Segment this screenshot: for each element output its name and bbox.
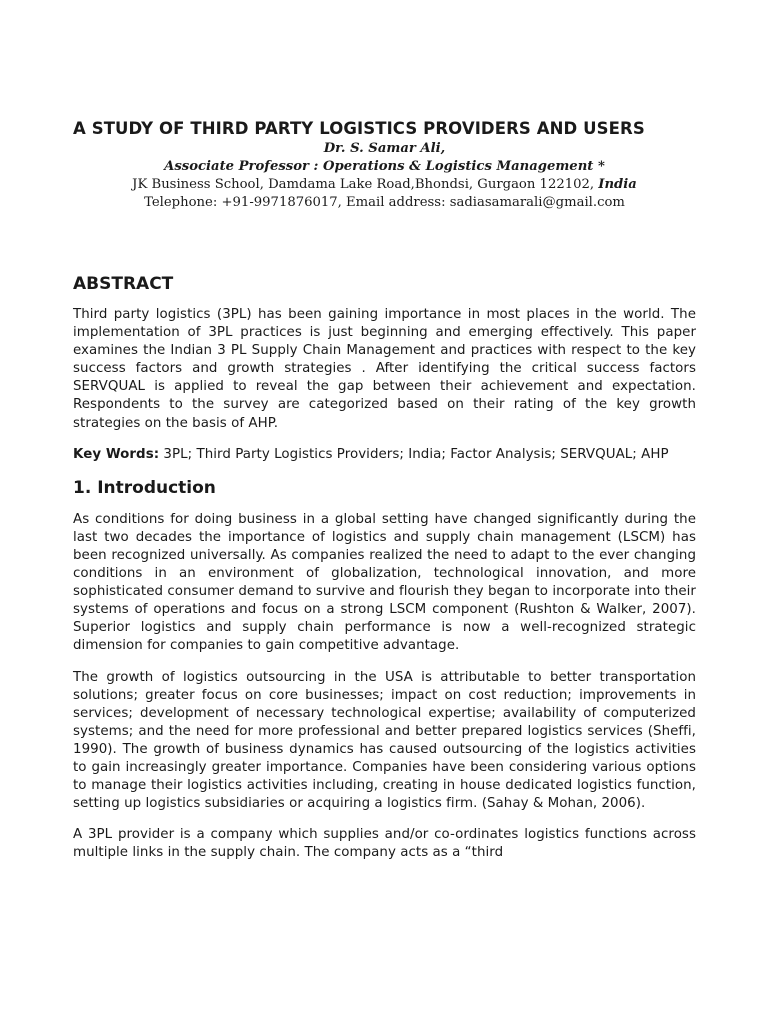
author-block bbox=[73, 140, 696, 212]
introduction-paragraph: The growth of logistics outsourcing in the USA is attributable to better transportation solutions; greater focus on core businesses; impact on cost reduction; improvements in services; development of necessary technological expertise; availability of computerized systems; and the need for more professional and better prepared logistics services (Sheffi, 1990). The growth of business dynamics has caused outsourcing of the logistics activities to gain increasingly greater importance. Companies have been considering various options to manage their logistics activities including, creating in house dedicated logistics function, setting up logistics subsidiaries or acquiring a logistics firm. (Sahay & Mohan, 2006). bbox=[73, 669, 696, 812]
author-address bbox=[73, 176, 696, 194]
keywords-label: Key Words: bbox=[73, 446, 160, 462]
introduction-heading: 1. Introduction bbox=[73, 477, 216, 498]
paper-title: A STUDY OF THIRD PARTY LOGISTICS PROVIDERS AND USERS bbox=[73, 119, 645, 138]
keywords bbox=[73, 446, 696, 464]
author-name: Dr. S. Samar Ali, bbox=[323, 141, 446, 156]
abstract-heading: ABSTRACT bbox=[73, 274, 174, 294]
author-role: Associate Professor : Operations & Logistics Management * bbox=[164, 159, 605, 174]
paper-page bbox=[73, 118, 696, 862]
address-main: JK Business School, Damdama Lake Road,Bhondsi, Gurgaon 122102, bbox=[132, 177, 599, 192]
introduction-paragraph: As conditions for doing business in a global setting have changed significantly during the last two decades the importance of logistics and supply chain management (LSCM) has been recognized universally. As companies realized the need to adapt to the ever changing conditions in an environment of globalization, technological innovation, and more sophisticated consumer demand to survive and flourish they began to incorporate into their systems of operations and focus on a strong LSCM component (Rushton & Walker, 2007). Superior logistics and supply chain performance is now a well-recognized strategic dimension for companies to gain competitive advantage. bbox=[73, 511, 696, 654]
introduction-paragraph: A 3PL provider is a company which supplies and/or co-ordinates logistics functions across multiple links in the supply chain. The company acts as a “third bbox=[73, 827, 696, 861]
keywords-text: 3PL; Third Party Logistics Providers; India; Factor Analysis; SERVQUAL; AHP bbox=[159, 446, 669, 462]
abstract-text: Third party logistics (3PL) has been gaining importance in most places in the world. The implementation of 3PL practices is just beginning and emerging effectively. This paper examines the Indian 3 PL Supply Chain Management and practices with respect to the key success factors and growth strategies . After identifying the critical success factors SERVQUAL is applied to reveal the gap between their achievement and expectation. Respondents to the survey are categorized based on their rating of the key growth strategies on the basis of AHP. bbox=[73, 307, 696, 431]
address-country: India bbox=[598, 177, 637, 192]
author-contact: Telephone: +91-9971876017, Email address: sadiasamarali@gmail.com bbox=[144, 195, 625, 210]
